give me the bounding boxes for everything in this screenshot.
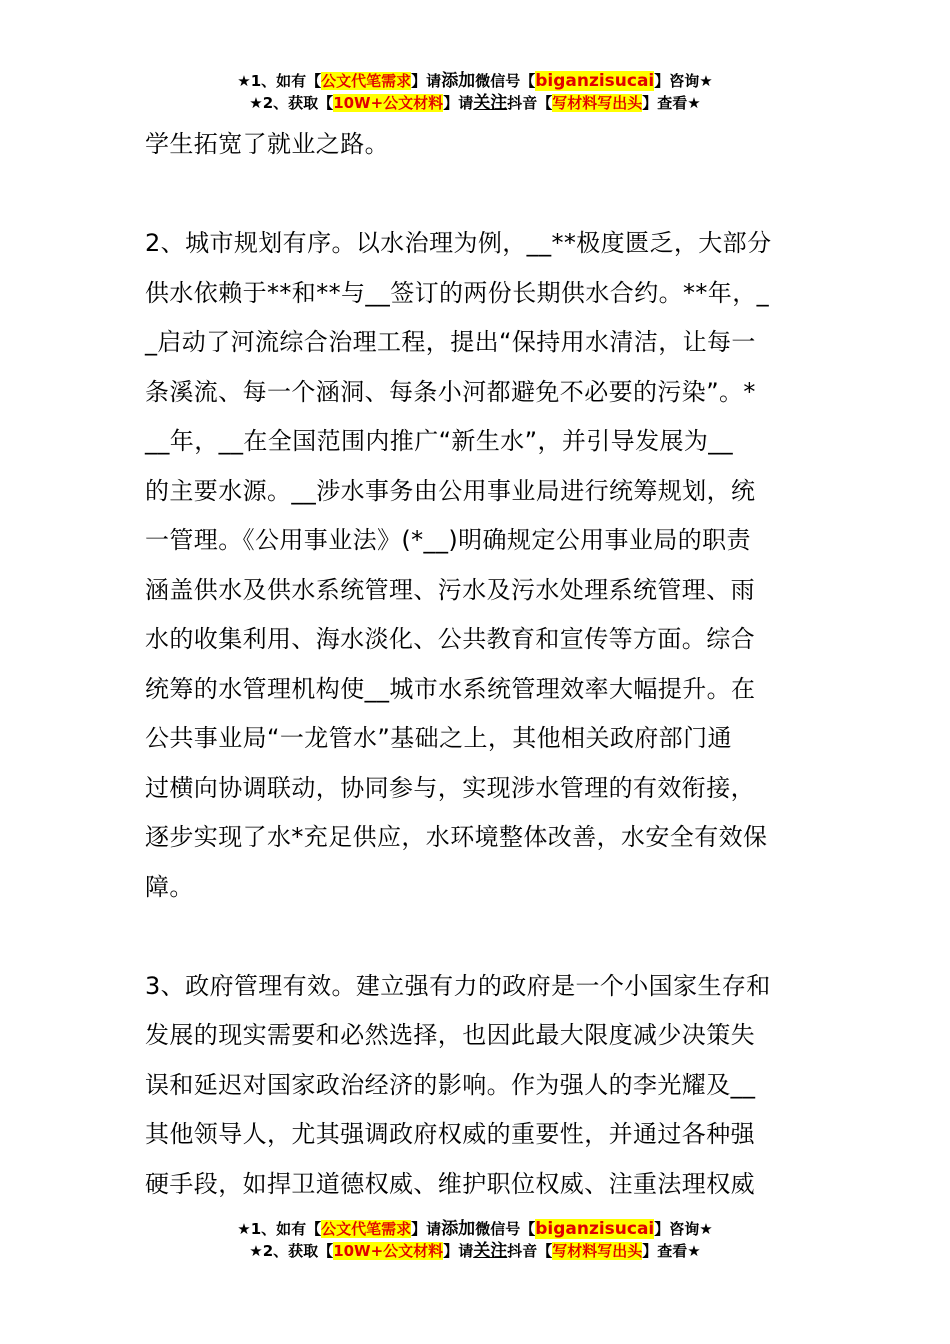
- banner-text: 2、获取【: [262, 1242, 334, 1260]
- banner-text: 1、如有【: [250, 72, 322, 90]
- banner-text: 2、获取【: [262, 94, 334, 112]
- text-line: 过横向协调联动，协同参与，实现涉水管理的有效衔接，: [145, 773, 755, 802]
- text-line: _启动了河流综合治理工程，提出“保持用水清洁，让每一: [145, 328, 756, 356]
- banner-text: 】请: [443, 1242, 474, 1260]
- highlight-service: 公文代笔需求: [321, 72, 412, 90]
- text-line: 水的收集利用、海水淡化、公共教育和宣传等方面。综合: [145, 625, 755, 653]
- document-body: [145, 120, 810, 1209]
- text-line: 一管理。《公用事业法》(*__)明确规定公用事业局的职责: [145, 526, 751, 554]
- text-line: 其他领导人，尤其强调政府权威的重要性，并通过各种强: [145, 1120, 755, 1148]
- banner-text: 微信号【: [475, 72, 536, 90]
- banner-line-2: [0, 92, 950, 114]
- star-icon: ★: [687, 94, 701, 112]
- highlight-materials: 10W+公文材料: [333, 1242, 444, 1260]
- wechat-id[interactable]: biganzisucai: [535, 1219, 655, 1239]
- banner-line-1: [0, 70, 950, 92]
- header-banner: [0, 70, 950, 114]
- star-icon: ★: [687, 1242, 701, 1260]
- star-icon: ★: [249, 94, 263, 112]
- banner-emphasis: 添加: [441, 1219, 476, 1239]
- banner-follow: 关注: [473, 1241, 508, 1261]
- text-line: 统筹的水管理机构使__城市水系统管理效率大幅提升。在: [145, 674, 756, 703]
- banner-text: 抖音【: [507, 94, 553, 112]
- banner-text: 】查看: [642, 1242, 688, 1260]
- text-line: __年，__在全国范围内推广“新生水”，并引导发展为__: [145, 427, 734, 455]
- douyin-account[interactable]: 写材料写出头: [552, 1242, 643, 1260]
- text-line: 学生拓宽了就业之路。: [145, 130, 389, 158]
- text-line: 公共事业局“一龙管水”基础之上，其他相关政府部门通: [145, 724, 732, 752]
- blank-line: [145, 912, 810, 962]
- star-icon: ★: [249, 1242, 263, 1260]
- douyin-account[interactable]: 写材料写出头: [552, 94, 643, 112]
- star-icon: ★: [699, 72, 713, 90]
- text-line: 障。: [145, 872, 194, 901]
- star-icon: ★: [237, 72, 251, 90]
- text-line: 逐步实现了水*充足供应，水环境整体改善，水安全有效保: [145, 823, 768, 851]
- text-line: 3、政府管理有效。建立强有力的政府是一个小国家生存和: [145, 971, 771, 1000]
- text-line: 硬手段，如捍卫道德权威、维护职位权威、注重法理权威: [145, 1169, 755, 1198]
- banner-text: 微信号【: [475, 1220, 536, 1238]
- text-line: 供水依赖于**和**与__签订的两份长期供水合约。**年，_: [145, 278, 769, 307]
- banner-follow: 关注: [473, 93, 508, 113]
- banner-text: 】查看: [642, 94, 688, 112]
- wechat-id[interactable]: biganzisucai: [535, 71, 655, 91]
- banner-text: 1、如有【: [250, 1220, 322, 1238]
- text-line: 发展的现实需要和必然选择，也因此最大限度减少决策失: [145, 1021, 755, 1049]
- banner-line-1: [0, 1218, 950, 1240]
- text-line: 误和延迟对国家政治经济的影响。作为强人的李光耀及__: [145, 1070, 756, 1099]
- banner-emphasis: 添加: [441, 71, 476, 91]
- highlight-materials: 10W+公文材料: [333, 94, 444, 112]
- banner-text: 抖音【: [507, 1242, 553, 1260]
- banner-text: 】请: [411, 1220, 442, 1238]
- blank-line: [145, 170, 810, 220]
- highlight-service: 公文代笔需求: [321, 1220, 412, 1238]
- text-line: 涵盖供水及供水系统管理、污水及污水处理系统管理、雨: [145, 575, 755, 604]
- text-line: 条溪流、每一个涵洞、每条小河都避免不必要的污染”。*: [145, 377, 756, 406]
- star-icon: ★: [237, 1220, 251, 1238]
- banner-text: 】请: [443, 94, 474, 112]
- banner-line-2: [0, 1240, 950, 1262]
- banner-text: 】咨询: [654, 72, 700, 90]
- star-icon: ★: [699, 1220, 713, 1238]
- banner-text: 】请: [411, 72, 442, 90]
- text-line: 2、城市规划有序。以水治理为例，__**极度匮乏，大部分: [145, 229, 772, 257]
- banner-text: 】咨询: [654, 1220, 700, 1238]
- text-line: 的主要水源。__涉水事务由公用事业局进行统筹规划，统: [145, 476, 756, 505]
- footer-banner: [0, 1218, 950, 1262]
